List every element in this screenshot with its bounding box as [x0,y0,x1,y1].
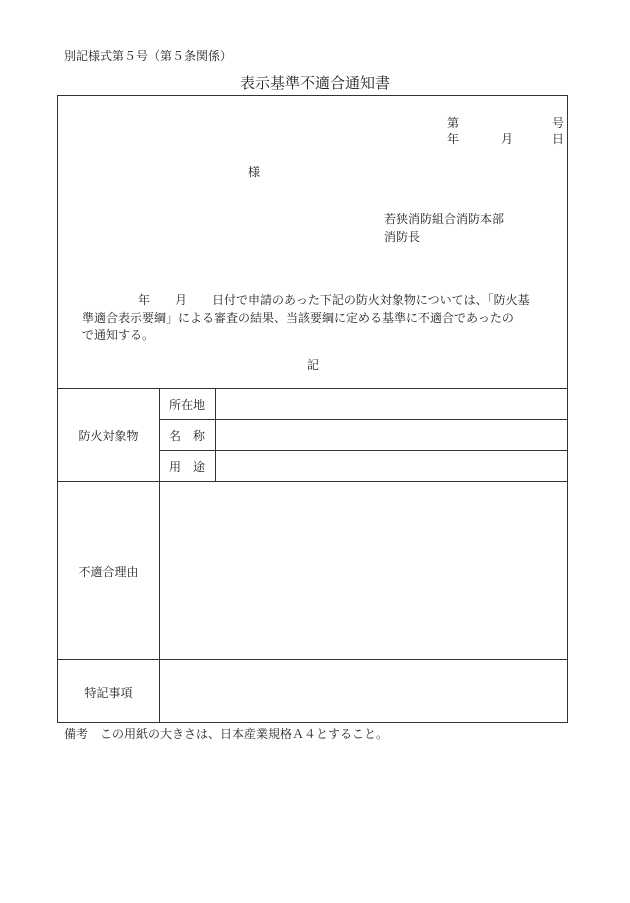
divider-upper [58,388,567,389]
addressee-honorific: 様 [248,165,261,179]
document-title: 表示基準不適合通知書 [239,74,390,92]
body-line-1-rest: 日付で申請のあった下記の防火対象物については、「防火基 [212,293,530,307]
date-year: 年 [447,132,460,146]
body-line-2: 準適合表示要綱」による審査の結果、当該要綱に定める基準に不適合であったの [82,310,514,325]
location-label: 所在地 [168,398,205,412]
ki-label: 記 [307,358,320,372]
number-suffix: 号 [552,116,565,130]
issuer-title: 消防長 [384,230,421,244]
sub-column-divider [215,388,216,481]
body-line-1 [82,292,550,310]
form-frame [57,95,568,723]
footnote: 備考 この用紙の大きさは、日本産業規格Ａ４とすること。 [64,727,389,741]
issuer-organization: 若狭消防組合消防本部 [384,212,505,226]
divider-reason [58,659,567,660]
reason-label: 不適合理由 [78,565,139,579]
row-divider-2 [159,450,568,451]
notice-section [58,96,567,388]
date-day: 日 [552,132,565,146]
remarks-label: 特記事項 [84,686,133,700]
use-label: 用 途 [168,460,205,474]
notice-body [82,292,550,345]
divider-target [58,481,567,482]
body-month: 月 [175,293,188,307]
body-year: 年 [138,293,151,307]
body-line-3: で通知する。 [82,328,155,342]
date-month: 月 [501,132,514,146]
form-reference: 別記様式第５号（第５条関係） [64,49,233,63]
row-divider-1 [159,419,568,420]
number-prefix: 第 [447,116,460,130]
name-label: 名 称 [168,429,205,443]
target-label: 防火対象物 [78,429,139,443]
